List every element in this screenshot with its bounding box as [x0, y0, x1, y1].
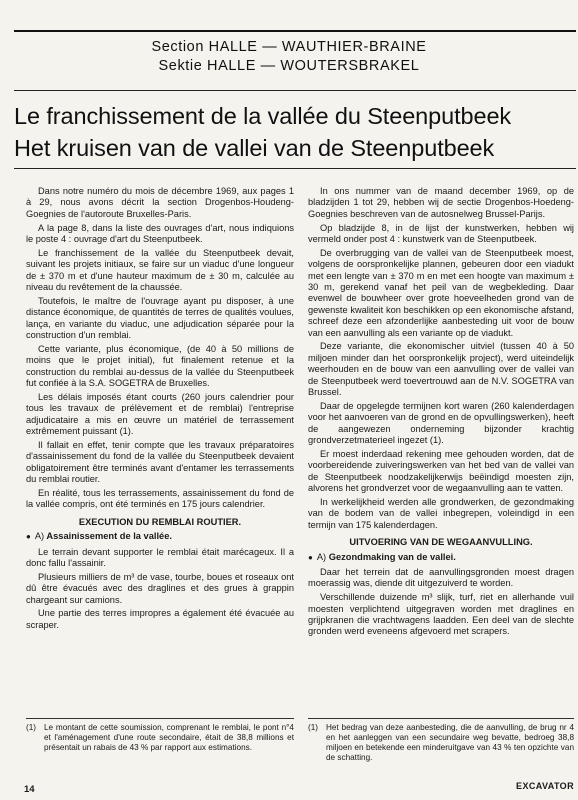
paragraph: In werkelijkheid werden alle grondwerken, de gezondmaking van de bodem van de vallei inbegrepen, voleindigd in een termijn van 175 kalenderdagen.	[308, 496, 574, 530]
journal-name: EXCAVATOR	[516, 781, 574, 791]
title-rule-bottom	[14, 168, 576, 169]
footnote-rule-left	[26, 718, 294, 719]
paragraph: Deze variante, die ekonomischer uitviel (tussen 40 à 50 miljoen minder dan het oorspronkelijk project), werd uiteindelijk weerhouden en de bouw van een aanvulling over de vallei van de Steenputbeek werd toevertrouwd aan de N.V. SOGETRA van Brussel.	[308, 341, 574, 398]
footnote-text: Het bedrag van deze aanbesteding, die de aanvulling, de brug nr 4 en het aanleggen van een secundaire weg bevatte, bedroeg 38,8 miljoen en betekende een minderuitgave van 43 % ten opzichte van de schatting.	[326, 723, 574, 762]
paragraph: Les délais imposés étant courts (260 jours calendrier pour tous les travaux de prélèvement et de remblai) l'entreprise adjudicataire a mis en œuvre un matériel de terrassement extrêmement puissant (1).	[26, 391, 294, 437]
paragraph: Cette variante, plus économique, (de 40 à 50 millions de moins que le projet initial), fut finalement retenue et la construction du remblai au-dessus de la vallée du Steenputbeek fut confiée à la S.A. SOGETRA de Bruxelles.	[26, 343, 294, 389]
column-dutch	[308, 186, 574, 640]
paragraph: Une partie des terres impropres a également été évacuée au scraper.	[26, 608, 294, 630]
paragraph: In ons nummer van de maand december 1969, op de bladzijden 1 tot 29, hebben wij de sectie Drogenbos-Hoedeng-Goegnies beschreven van de autosnelweg Brussel-Parijs.	[308, 186, 574, 219]
article-title-fr: Le franchissement de la vallée du Steenputbeek	[14, 103, 512, 129]
paragraph: A la page 8, dans la liste des ouvrages d'art, nous indiquions le poste 4 : ouvrage d'art du Steenputbeek.	[26, 222, 294, 245]
footnote-text: Le montant de cette soumission, comprenant le remblai, le pont n°4 et l'aménagement d'une route secondaire, était de 38,8 millions et présentait un rabais de 43 % par rapport aux estimations.	[44, 723, 294, 752]
section-heading: EXECUTION DU REMBLAI ROUTIER.	[78, 516, 242, 527]
paragraph: Le franchissement de la vallée du Steenputbeek devait, suivant les projets initiaux, se faire sur un viaduc d'une longueur de ± 370 m et d'une hauteur maximum de ± 30 m, calculée au niveau du revêtement de la chaussée.	[26, 247, 294, 293]
paragraph: Plusieurs milliers de m³ de vase, tourbe, boues et roseaux ont dû être évacués avec des draglines et des grues à grappin chargeant sur camions.	[26, 571, 294, 605]
paragraph: Il fallait en effet, tenir compte que les travaux préparatoires d'assainissement du fond de la vallée du Steenputbeek devaient obligatoirement être terminés avant d'entamer les terrassements du remblai routier.	[26, 439, 294, 485]
footnote-mark: (1)	[308, 723, 319, 732]
section-title-nl: Sektie HALLE — WOUTERSBRAKEL	[158, 58, 420, 74]
article-title-nl: Het kruisen van de vallei van de Steenputbeek	[14, 135, 495, 161]
paragraph: Verschillende duizende m³ slijk, turf, riet en allerhande vuil moesten verplichtend uitgegraven worden met draglines en grijpkranen die vrachtwagens laadden. Een deel van de slechte gronden werd eveneens afgevoerd met scrapers.	[308, 592, 574, 637]
column-french	[26, 186, 294, 634]
subsection-heading: ● A) Assainissement de la vallée.	[26, 531, 172, 542]
bullet-icon: ●	[26, 532, 31, 542]
paragraph: Toutefois, le maître de l'ouvrage ayant pu disposer, à une distance économique, de quantités de terres de qualités voulues, lança, en variante du viaduc, une adjudication séparée pour la construction d'un remblai.	[26, 295, 294, 341]
title-rule-top	[14, 90, 576, 91]
paragraph: Daar de opgelegde termijnen kort waren (260 kalenderdagen voor het aanvoeren van de grond en de opvullingswerken), heeft de aangewezen onderneming bijzonder krachtig grondverzetmaterieel ingezet (1).	[308, 400, 574, 446]
paragraph: Le terrain devant supporter le remblai était marécageux. Il a donc fallu l'assainir.	[26, 546, 294, 568]
paragraph: De overbrugging van de vallei van de Steenputbeek moest, volgens de oorspronkelijke plannen, gebeuren door een viadukt met een lengte van ± 370 m en met een hoogte van maximum ± 30 m, gerekend vanaf het peil van de wegbekleding. Daar evenwel de bouwheer over grote hoeveelheden grond van de gewenste kwaliteit kon beschikken op een ekonomische afstand, schreef deze een afzonderlijke aanbesteding uit voor de bouw van een aanvulling als een variante op de viadukt.	[308, 247, 574, 338]
bullet-icon: ●	[308, 552, 313, 562]
section-header	[0, 38, 578, 76]
footnote-rule-right	[308, 718, 574, 719]
paragraph: Er moest inderdaad rekening mee gehouden worden, dat de voorbereidende zuiveringswerken van het bed van de vallei van de Steenputbeek noodzakelijkerwijs beëindigd moesten zijn, alvorens het grondverzet voor de wegaanvulling aan te vatten.	[308, 448, 574, 494]
section-heading: UITVOERING VAN DE WEGAANVULLING.	[349, 537, 533, 548]
paragraph: Dans notre numéro du mois de décembre 1969, aux pages 1 à 29, nous avons décrit la section Drogenbos-Houdeng-Goegnies de l'autoroute Bruxelles-Paris.	[26, 186, 294, 219]
subsection-heading: ● A) Gezondmaking van de vallei.	[308, 551, 456, 562]
section-title-fr: Section HALLE — WAUTHIER-BRAINE	[151, 39, 427, 55]
footnote-dutch	[308, 723, 574, 763]
paragraph: En réalité, tous les terrassements, assainissement du fond de la vallée compris, ont été terminés en 175 jours calendrier.	[26, 487, 294, 510]
article-title	[14, 100, 578, 164]
paragraph: Op bladzijde 8, in de lijst der kunstwerken, hebben wij vermeld onder post 4 : kunstwerk van de Steenputbeek.	[308, 222, 574, 245]
paragraph: Daar het terrein dat de aanvullingsgronden moest dragen moerassig was, diende dit uitgezuiverd te worden.	[308, 566, 574, 589]
footnote-french	[26, 723, 294, 753]
page-number: 14	[24, 784, 35, 795]
top-rule	[14, 30, 576, 32]
footnote-mark: (1)	[26, 723, 37, 732]
